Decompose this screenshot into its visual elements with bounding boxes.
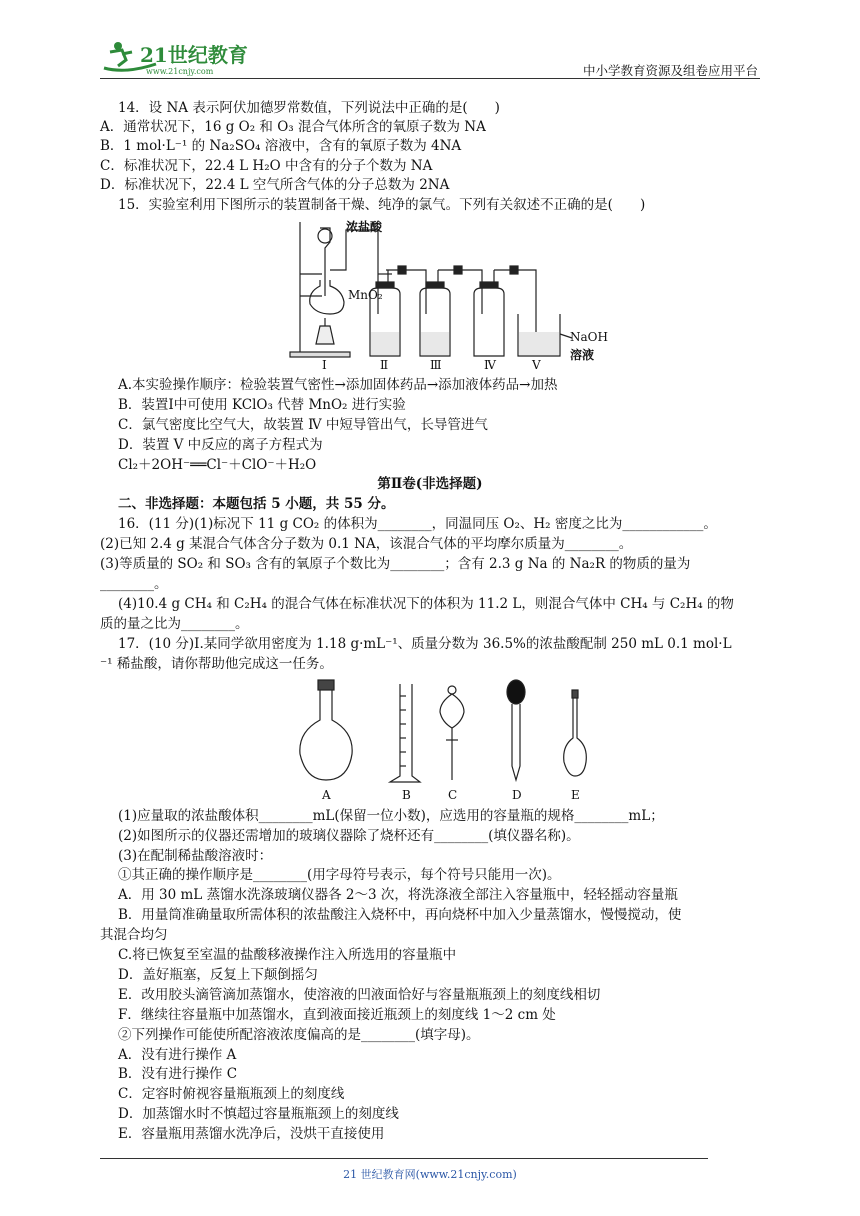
logo-subtext: www.21cnjy.com: [146, 67, 214, 76]
q17-choice-b: B．没有进行操作 C: [118, 1066, 238, 1082]
q14-stem: 14．设 NA 表示阿伏加德罗常数值，下列说法中正确的是( ): [118, 100, 500, 116]
label-roman-3: Ⅲ: [430, 358, 442, 372]
q17-step-e: E．改用胶头滴管滴加蒸馏水，使溶液的凹液面恰好与容量瓶瓶颈上的刻度线相切: [118, 987, 601, 1003]
glassware-figure: [290, 676, 600, 806]
q16-line-6: 质的量之比为________。: [100, 616, 249, 632]
q15-option-d: D．装置 Ⅴ 中反应的离子方程式为: [118, 437, 323, 453]
label-d: D: [512, 788, 522, 802]
chlorine-apparatus-figure: [286, 214, 612, 374]
label-c: C: [448, 788, 458, 802]
q17-step-c: C.将已恢复至室温的盐酸移液操作注入所选用的容量瓶中: [118, 947, 457, 963]
footer-link[interactable]: 21 世纪教育网(www.21cnjy.com): [343, 1168, 517, 1181]
q17-step-a: A．用 30 mL 蒸馏水洗涤玻璃仪器各 2～3 次，将洗涤液全部注入容量瓶中，轻轻摇动容量瓶: [118, 887, 678, 903]
part2-title: 第Ⅱ卷(非选择题): [377, 476, 483, 492]
label-b: B: [402, 788, 411, 802]
q14-option-c: C．标准状况下，22.4 L H₂O 中含有的分子个数为 NA: [100, 158, 433, 174]
q17-choice-c: C．定容时俯视容量瓶瓶颈上的刻度线: [118, 1086, 345, 1102]
q15-equation: Cl₂＋2OH⁻══Cl⁻＋ClO⁻＋H₂O: [118, 457, 317, 473]
q15-stem: 15．实验室利用下图所示的装置制备干燥、纯净的氯气。下列有关叙述不正确的是( ): [118, 197, 646, 213]
label-roman-1: Ⅰ: [322, 358, 327, 372]
q17-choice-d: D．加蒸馏水时不慎超过容量瓶瓶颈上的刻度线: [118, 1106, 399, 1122]
q15-option-a: A.本实验操作顺序：检验装置气密性→添加固体药品→添加液体药品→加热: [118, 377, 558, 393]
q17-part-3-1: ①其正确的操作顺序是________(用字母符号表示，每个符号只能用一次)。: [118, 867, 561, 883]
q17-step-b-cont: 其混合均匀: [100, 927, 168, 943]
q17-line-2: ⁻¹ 稀盐酸，请你帮助他完成这一任务。: [100, 656, 333, 672]
q17-step-f: F．继续往容量瓶中加蒸馏水，直到液面接近瓶颈上的刻度线 1～2 cm 处: [118, 1007, 556, 1023]
q17-choice-a: A．没有进行操作 A: [118, 1047, 237, 1063]
q16-line-3: (3)等质量的 SO₂ 和 SO₃ 含有的氧原子个数比为________；含有 2.3 g Na 的 Na₂R 的物质的量为: [100, 556, 691, 572]
q16-line-4: ________。: [100, 576, 168, 592]
q17-choice-e: E．容量瓶用蒸馏水洗净后，没烘干直接使用: [118, 1126, 385, 1142]
q14-option-d: D．标准状况下，22.4 L 空气所含气体的分子总数为 2NA: [100, 177, 450, 193]
q17-step-b: B．用量筒准确量取所需体积的浓盐酸注入烧杯中，再向烧杯中加入少量蒸馏水，慢慢搅动，使: [118, 907, 682, 923]
label-naoh: NaOH: [570, 330, 608, 344]
q16-line-1: 16．(11 分)(1)标况下 11 g CO₂ 的体积为________，同温同压 O₂、H₂ 密度之比为____________。: [118, 516, 717, 532]
label-e: E: [571, 788, 580, 802]
label-a: A: [322, 788, 331, 802]
q14-option-b: B．1 mol·L⁻¹ 的 Na₂SO₄ 溶液中，含有的氧原子数为 4NA: [100, 138, 462, 154]
q15-option-b: B．装置Ⅰ中可使用 KClO₃ 代替 MnO₂ 进行实验: [118, 397, 406, 413]
header-divider: [100, 78, 760, 79]
logo-text: 21世纪教育: [140, 43, 248, 67]
footer-divider: [100, 1158, 708, 1159]
q17-line-1: 17．(10 分)Ⅰ.某同学欲用密度为 1.18 g·mL⁻¹、质量分数为 36.5%的浓盐酸配制 250 mL 0.1 mol·L: [118, 636, 732, 652]
part2-intro: 二、非选择题：本题包括 5 小题，共 55 分。: [118, 496, 395, 512]
q16-line-2: (2)已知 2.4 g 某混合气体含分子数为 0.1 NA，该混合气体的平均摩尔质量为________。: [100, 536, 633, 552]
q15-option-c: C．氯气密度比空气大，故装置 Ⅳ 中短导管出气，长导管进气: [118, 417, 488, 433]
q17-part-2: (2)如图所示的仪器还需增加的玻璃仪器除了烧杯还有________(填仪器名称)。: [118, 828, 580, 844]
site-logo: [96, 38, 256, 78]
label-roman-5: Ⅴ: [532, 358, 541, 372]
q16-line-5: (4)10.4 g CH₄ 和 C₂H₄ 的混合气体在标准状况下的体积为 11.2 L，则混合气体中 CH₄ 与 C₂H₄ 的物: [118, 596, 734, 612]
q17-part-3: (3)在配制稀盐酸溶液时：: [118, 848, 273, 864]
q17-step-d: D．盖好瓶塞，反复上下颠倒摇匀: [118, 967, 318, 983]
q14-option-a: A．通常状况下，16 g O₂ 和 O₃ 混合气体所含的氧原子数为 NA: [100, 119, 486, 135]
label-hcl: 浓盐酸: [346, 220, 383, 234]
label-solution: 溶液: [570, 348, 595, 362]
q17-part-3-2: ②下列操作可能使所配溶液浓度偏高的是________(填字母)。: [118, 1027, 480, 1043]
label-mno2: MnO₂: [348, 288, 383, 302]
q17-part-1: (1)应量取的浓盐酸体积________mL(保留一位小数)，应选用的容量瓶的规格________mL；: [118, 808, 664, 824]
platform-name: 中小学教育资源及组卷应用平台: [582, 63, 758, 78]
label-roman-2: Ⅱ: [380, 358, 389, 372]
label-roman-4: Ⅳ: [484, 358, 496, 372]
